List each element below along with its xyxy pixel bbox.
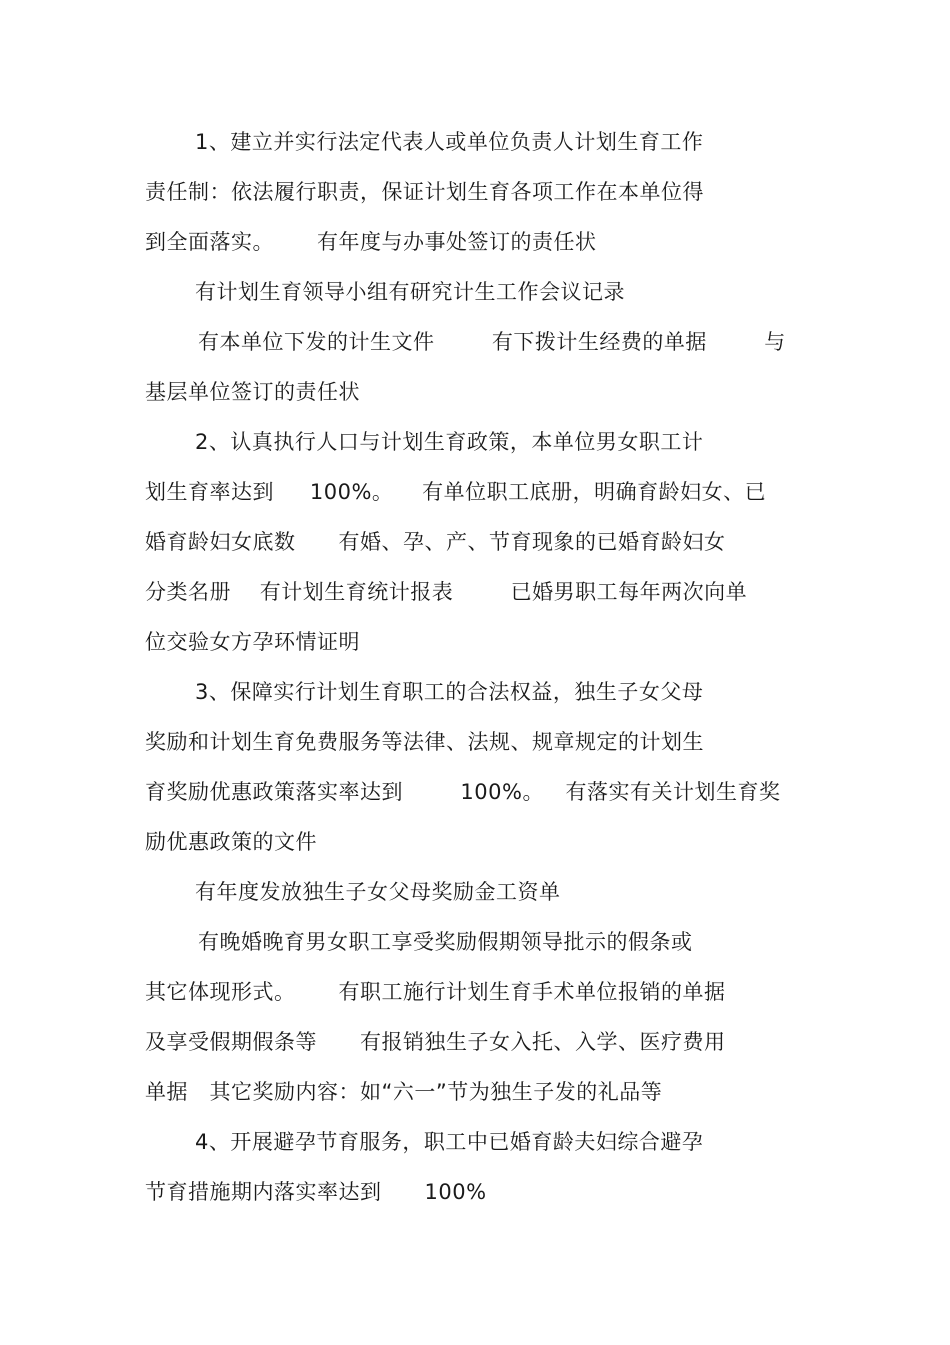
- paragraph-1-line-5: 有本单位下发的计生文件 有下拨计生经费的单据 与: [198, 330, 786, 354]
- paragraph-4-line-2: 节育措施期内落实率达到 100%: [145, 1180, 487, 1204]
- paragraph-2-line-1: 2、认真执行人口与计划生育政策，本单位男女职工计: [195, 430, 704, 454]
- paragraph-3-line-1: 3、保障实行计划生育职工的合法权益，独生子女父母: [195, 680, 704, 704]
- paragraph-1-line-3: 到全面落实。 有年度与办事处签订的责任状: [145, 230, 597, 254]
- paragraph-3-line-2: 奖励和计划生育免费服务等法律、法规、规章规定的计划生: [145, 730, 704, 754]
- paragraph-3-line-8: 及享受假期假条等 有报销独生子女入托、入学、医疗费用: [145, 1030, 726, 1054]
- paragraph-4-line-1: 4、开展避孕节育服务，职工中已婚育龄夫妇综合避孕: [195, 1130, 704, 1154]
- paragraph-3-line-9: 单据 其它奖励内容：如“六一”节为独生子发的礼品等: [145, 1080, 663, 1104]
- paragraph-2-line-2: 划生育率达到 100%。 有单位职工底册，明确育龄妇女、已: [145, 480, 767, 504]
- paragraph-2-line-4: 分类名册 有计划生育统计报表 已婚男职工每年两次向单: [145, 580, 748, 604]
- paragraph-1-line-1: 1、建立并实行法定代表人或单位负责人计划生育工作: [195, 130, 704, 154]
- paragraph-1-line-2: 责任制：依法履行职责，保证计划生育各项工作在本单位得: [145, 180, 704, 204]
- paragraph-3-line-3: 育奖励优惠政策落实率达到 100%。 有落实有关计划生育奖: [145, 780, 781, 804]
- paragraph-3-line-5: 有年度发放独生子女父母奖励金工资单: [195, 880, 561, 904]
- paragraph-2-line-5: 位交验女方孕环情证明: [145, 630, 360, 654]
- paragraph-1-line-4: 有计划生育领导小组有研究计生工作会议记录: [195, 280, 625, 304]
- paragraph-3-line-4: 励优惠政策的文件: [145, 830, 317, 854]
- paragraph-1-line-6: 基层单位签订的责任状: [145, 380, 360, 404]
- paragraph-3-line-7: 其它体现形式。 有职工施行计划生育手术单位报销的单据: [145, 980, 726, 1004]
- paragraph-2-line-3: 婚育龄妇女底数 有婚、孕、产、节育现象的已婚育龄妇女: [145, 530, 726, 554]
- paragraph-3-line-6: 有晚婚晚育男女职工享受奖励假期领导批示的假条或: [198, 930, 693, 954]
